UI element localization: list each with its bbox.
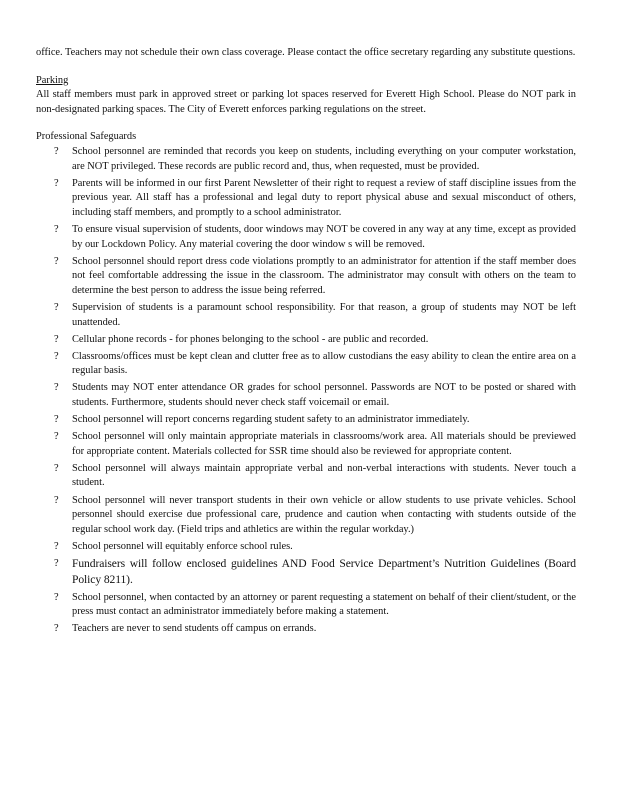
safeguard-text: School personnel will report concerns regarding student safety to an administrator immediately. bbox=[72, 414, 470, 426]
safeguard-text: School personnel will equitably enforce school rules. bbox=[72, 540, 293, 552]
safeguard-item bbox=[36, 350, 576, 379]
safeguard-text: School personnel should report dress code violations promptly to an administrator for attention if the staff member does not feel comfortable addressing the issue in the classroom. The administrator may consult with others on the team to determine the best person to address the issue being referred. bbox=[72, 255, 576, 296]
safeguard-text: To ensure visual supervision of students, door windows may NOT be covered in any way at any time, except as provided by our Lockdown Policy. Any material covering the door window s will be removed. bbox=[72, 223, 576, 250]
parking-heading: Parking bbox=[36, 74, 69, 86]
safeguard-item bbox=[36, 462, 576, 491]
safeguard-text: School personnel are reminded that records you keep on students, including everything on your computer workstation, are NOT privileged. These records are public record and, thus, when requested, must be provided. bbox=[72, 145, 576, 172]
bullet-glyph: ? bbox=[54, 623, 59, 635]
bullet-glyph: ? bbox=[54, 350, 59, 362]
safeguard-item bbox=[36, 430, 576, 459]
bullet-glyph: ? bbox=[54, 540, 59, 552]
safeguard-text: Supervision of students is a paramount school responsibility. For that reason, a group of students may NOT be left unattended. bbox=[72, 301, 576, 328]
bullet-glyph: ? bbox=[54, 255, 59, 267]
safeguard-item bbox=[36, 494, 576, 538]
parking-section bbox=[36, 74, 576, 118]
safeguard-item bbox=[36, 333, 576, 348]
bullet-glyph: ? bbox=[54, 462, 59, 474]
intro-paragraph: office. Teachers may not schedule their own class coverage. Please contact the office secretary regarding any substitute questions. bbox=[36, 47, 576, 58]
safeguard-text: School personnel will always maintain appropriate verbal and non-verbal interactions with students. Never touch a student. bbox=[72, 462, 576, 489]
parking-paragraph: All staff members must park in approved street or parking lot spaces reserved for Everett High School. Please do NOT park in non-designated parking spaces. The City of Everett enforces parking regulations on the street. bbox=[36, 89, 576, 115]
safeguard-item bbox=[36, 177, 576, 221]
bullet-glyph: ? bbox=[54, 557, 59, 569]
bullet-glyph: ? bbox=[54, 223, 59, 235]
safeguard-text: School personnel will only maintain appropriate materials in classrooms/work area. All materials should be previewed for appropriate content. Materials collected for SSR time should also be reviewed for appropriate content. bbox=[72, 431, 576, 457]
bullet-glyph: ? bbox=[54, 382, 59, 394]
bullet-glyph: ? bbox=[54, 301, 59, 313]
bullet-glyph: ? bbox=[54, 591, 59, 603]
safeguards-list bbox=[36, 145, 576, 637]
safeguard-text: Classrooms/offices must be kept clean and clutter free as to allow custodians the easy ability to clean the entire area on a regular basis. bbox=[72, 350, 576, 377]
safeguard-text: School personnel will never transport students in their own vehicle or allow students to use private vehicles. School personnel should exercise due professional care, prudence and caution when contacting with students outside of the regular school work day. (Field trips and athletics are within the regular workday.) bbox=[72, 494, 576, 535]
safeguard-text: Fundraisers will follow enclosed guidelines AND Food Service Department’s Nutrition Guidelines (Board Policy 8211). bbox=[72, 556, 576, 586]
safeguards-section bbox=[36, 130, 576, 637]
safeguard-item bbox=[36, 381, 576, 410]
safeguard-text: Cellular phone records - for phones belonging to the school - are public and recorded. bbox=[72, 333, 429, 345]
safeguard-item bbox=[36, 301, 576, 330]
document-page bbox=[36, 46, 576, 639]
safeguards-heading: Professional Safeguards bbox=[36, 131, 137, 143]
safeguard-item bbox=[36, 557, 576, 588]
safeguard-item bbox=[36, 540, 576, 555]
safeguard-item bbox=[36, 622, 576, 637]
safeguard-text: School personnel, when contacted by an attorney or parent requesting a statement on behalf of their client/student, or the press must contact an administrator immediately before making a statement. bbox=[72, 591, 576, 618]
safeguard-text: Parents will be informed in our first Parent Newsletter of their right to request a review of staff discipline issues from the previous year. All staff has a professional and legal duty to report physical abuse and sexual misconduct of others, including staff members, and promptly to a school administrator. bbox=[72, 177, 576, 218]
bullet-glyph: ? bbox=[54, 333, 59, 345]
bullet-glyph: ? bbox=[54, 414, 59, 426]
bullet-glyph: ? bbox=[54, 145, 59, 157]
safeguard-text: Teachers are never to send students off campus on errands. bbox=[72, 623, 317, 635]
safeguard-text: Students may NOT enter attendance OR grades for school personnel. Passwords are NOT to be posted or shared with students. Furthermore, students should never check staff voicemail or email. bbox=[72, 382, 576, 408]
bullet-glyph: ? bbox=[54, 494, 59, 506]
safeguard-item bbox=[36, 591, 576, 620]
bullet-glyph: ? bbox=[54, 431, 59, 443]
safeguard-item bbox=[36, 145, 576, 174]
safeguard-item bbox=[36, 223, 576, 252]
safeguard-item bbox=[36, 255, 576, 299]
safeguard-item bbox=[36, 413, 576, 428]
bullet-glyph: ? bbox=[54, 177, 59, 189]
